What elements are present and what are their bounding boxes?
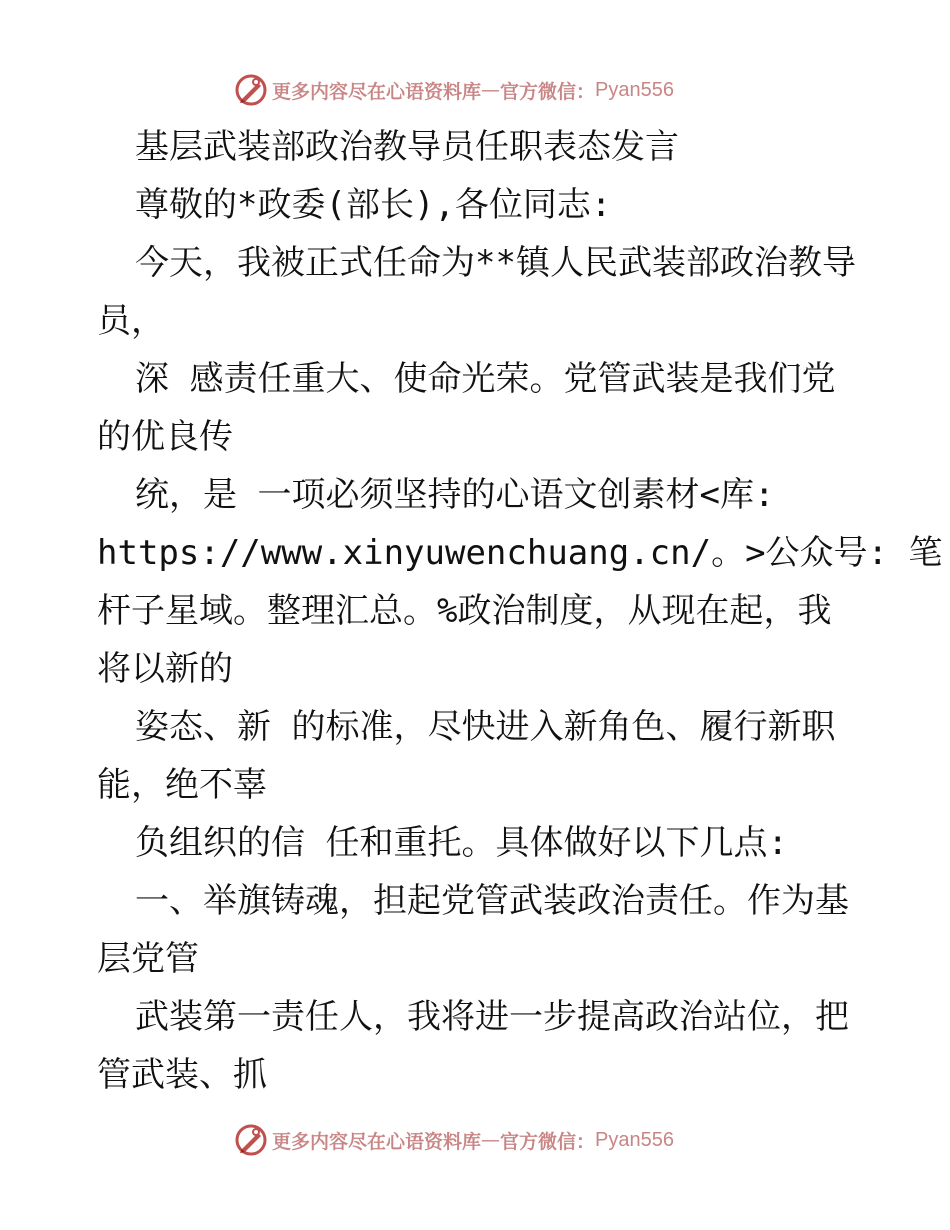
document-line: 杆子星域。整理汇总。%政治制度，从现在起，我 (97, 591, 832, 631)
document-body (97, 118, 943, 1104)
banner-wechat-id: Pyan556 (595, 1128, 674, 1151)
document-line: 姿态、新 的标准，尽快进入新角色、履行新职 (135, 707, 836, 747)
banner-separator: — (481, 79, 501, 101)
banner-wechat-label: 官方微信： (500, 1130, 596, 1153)
document-line: 一、举旗铸魂，担起党管武装政治责任。作为基 (135, 881, 849, 921)
footer-watermark-banner (234, 1122, 734, 1158)
document-line: 统，是 一项必须坚持的心语文创素材<库: (135, 475, 775, 515)
banner-wechat-label: 官方微信： (500, 80, 596, 103)
pen-logo-icon (234, 1123, 268, 1157)
header-watermark-banner (234, 72, 734, 108)
document-line: 能，绝不辜 (97, 765, 267, 805)
document-line: 的优良传 (97, 417, 233, 457)
banner-title: 更多内容尽在心语资料库 (272, 80, 482, 103)
document-line: 基层武装部政治教导员任职表态发言 (135, 127, 679, 167)
pen-logo-icon (234, 73, 268, 107)
document-line: 负组织的信 任和重托。具体做好以下几点: (135, 823, 788, 863)
banner-title: 更多内容尽在心语资料库 (272, 1130, 482, 1153)
document-line: 将以新的 (97, 649, 233, 689)
document-line: 深 感责任重大、使命光荣。党管武装是我们党 (135, 359, 836, 399)
document-line: https://www.xinyuwenchuang.cn/。>公众号: 笔 (97, 533, 943, 573)
document-line: 员， (97, 301, 165, 341)
document-line: 管武装、抓 (97, 1055, 267, 1095)
document-line: 层党管 (97, 939, 199, 979)
banner-separator: — (481, 1129, 501, 1151)
document-line: 今天，我被正式任命为**镇人民武装部政治教导 (135, 243, 856, 283)
document-line: 尊敬的*政委(部长),各位同志: (135, 185, 612, 225)
banner-wechat-id: Pyan556 (595, 78, 674, 101)
document-line: 武装第一责任人，我将进一步提高政治站位，把 (135, 997, 849, 1037)
